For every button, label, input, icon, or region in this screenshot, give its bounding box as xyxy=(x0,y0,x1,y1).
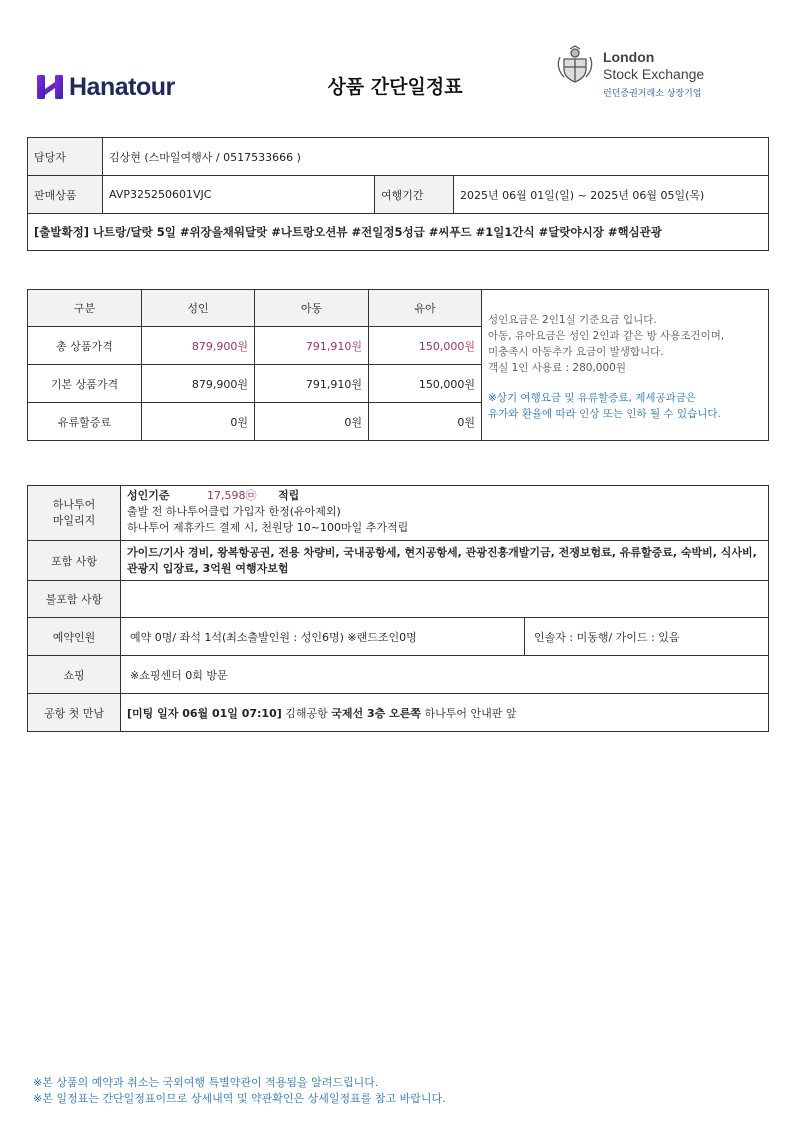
escort-value: 인솔자 : 미동행/ 가이드 : 있음 xyxy=(525,618,769,656)
mileage-amount: 17,598㉤ xyxy=(207,489,257,502)
info-table xyxy=(27,137,769,251)
lse-subtitle: 런던증권거래소 상장기업 xyxy=(603,89,702,99)
fuel-surcharge-infant: 0원 xyxy=(369,403,482,441)
period-value: 2025년 06월 01일(일) ~ 2025년 06월 05일(목) xyxy=(454,176,769,214)
mileage-value xyxy=(121,486,769,541)
price-notes xyxy=(482,290,769,441)
product-code: AVP325250601VJC xyxy=(103,176,375,214)
mileage-label-line: 마일리지 xyxy=(52,514,96,527)
price-notice: 유가와 환율에 따라 인상 또는 인하 될 수 있습니다. xyxy=(488,408,721,420)
include-label: 포함 사항 xyxy=(28,541,121,581)
price-header-category: 구분 xyxy=(28,290,142,327)
airport-meeting-value xyxy=(121,694,769,732)
brand-name: Hanatour xyxy=(69,72,175,101)
fuel-surcharge-adult: 0원 xyxy=(142,403,255,441)
footer-note-2: ※본 일정표는 간단일정표이므로 상세내역 및 약관확인은 상세일정표를 참고 바랍니다. xyxy=(33,1092,446,1105)
product-label: 판매상품 xyxy=(28,176,103,214)
hanatour-logo xyxy=(36,72,186,102)
mileage-label-line: 하나투어 xyxy=(52,498,96,511)
price-header-child: 아동 xyxy=(255,290,369,327)
exclude-label: 불포함 사항 xyxy=(28,581,121,618)
price-header-infant: 유아 xyxy=(369,290,482,327)
include-value: 가이드/기사 경비, 왕복항공권, 전용 차량비, 국내공항세, 현지공항세, 관광진흥개발기금, 전쟁보험료, 유류할증료, 숙박비, 식사비, 관광지 입장료, 3억원 여행자보험 xyxy=(121,541,769,581)
total-price-infant: 150,000원 xyxy=(369,327,482,365)
base-price-child: 791,910원 xyxy=(255,365,369,403)
meeting-spot: 하나투어 안내판 앞 xyxy=(420,706,517,720)
meeting-terminal: 국제선 3층 오른쪽 xyxy=(331,706,421,720)
meeting-datetime: [미팅 일자 06월 01일 07:10] xyxy=(127,706,282,720)
manager-label: 담당자 xyxy=(28,138,103,176)
shopping-value: ※쇼핑센터 0회 방문 xyxy=(121,656,769,694)
price-header-adult: 성인 xyxy=(142,290,255,327)
reservation-value: 예약 0명/ 좌석 1석(최소출발인원 : 성인6명) ※랜드조인0명 xyxy=(121,618,525,656)
total-price-child: 791,910원 xyxy=(255,327,369,365)
period-label: 여행기간 xyxy=(375,176,454,214)
lse-logo xyxy=(556,45,736,100)
price-note: 성인요금은 2인1실 기준요금 입니다. xyxy=(488,314,657,326)
price-row-label: 유류할증료 xyxy=(28,403,142,441)
mileage-earn: 적립 xyxy=(278,489,300,502)
price-table xyxy=(27,289,769,441)
fuel-surcharge-child: 0원 xyxy=(255,403,369,441)
mileage-condition: 출발 전 하나투어클럽 가입자 한정(유아제외) xyxy=(127,505,341,518)
mileage-basis: 성인기준 xyxy=(127,489,170,502)
price-note: 객실 1인 사용료 : 280,000원 xyxy=(488,362,626,374)
mileage-label xyxy=(28,486,121,541)
total-price-adult: 879,900원 xyxy=(142,327,255,365)
page-title: 상품 간단일정표 xyxy=(327,76,463,98)
details-table xyxy=(27,485,769,732)
footer-note-1: ※본 상품의 예약과 취소는 국외여행 특별약관이 적용됨을 알려드립니다. xyxy=(33,1076,379,1089)
base-price-infant: 150,000원 xyxy=(369,365,482,403)
price-notice: ※상기 여행요금 및 유류할증료, 제세공과금은 xyxy=(488,392,697,404)
price-row-label: 기본 상품가격 xyxy=(28,365,142,403)
product-headline: [출발확정] 나트랑/달랏 5일 #위장을채워달랏 #나트랑오션뷰 #전일정5성급 #씨푸드 #1일1간식 #달랏야시장 #핵심관광 xyxy=(28,214,769,251)
lse-name-2: Stock Exchange xyxy=(603,66,705,82)
airport-meeting-label: 공항 첫 만남 xyxy=(28,694,121,732)
manager-value: 김상현 (스마일여행사 / 0517533666 ) xyxy=(103,138,769,176)
mileage-card-bonus: 하나투어 제휴카드 결제 시, 천원당 10~100마일 추가적립 xyxy=(127,521,409,534)
price-row-label: 총 상품가격 xyxy=(28,327,142,365)
price-note: 미충족시 아동추가 요금이 발생합니다. xyxy=(488,346,664,358)
lse-name-1: London xyxy=(603,49,655,65)
reservation-label: 예약인원 xyxy=(28,618,121,656)
meeting-airport: 김해공항 xyxy=(281,706,332,720)
price-note: 아동, 유아요금은 성인 2인과 같은 방 사용조건이며, xyxy=(488,330,725,342)
base-price-adult: 879,900원 xyxy=(142,365,255,403)
exclude-value xyxy=(121,581,769,618)
shopping-label: 쇼핑 xyxy=(28,656,121,694)
hanatour-h-icon xyxy=(36,73,66,101)
lse-crest-icon xyxy=(556,45,594,85)
